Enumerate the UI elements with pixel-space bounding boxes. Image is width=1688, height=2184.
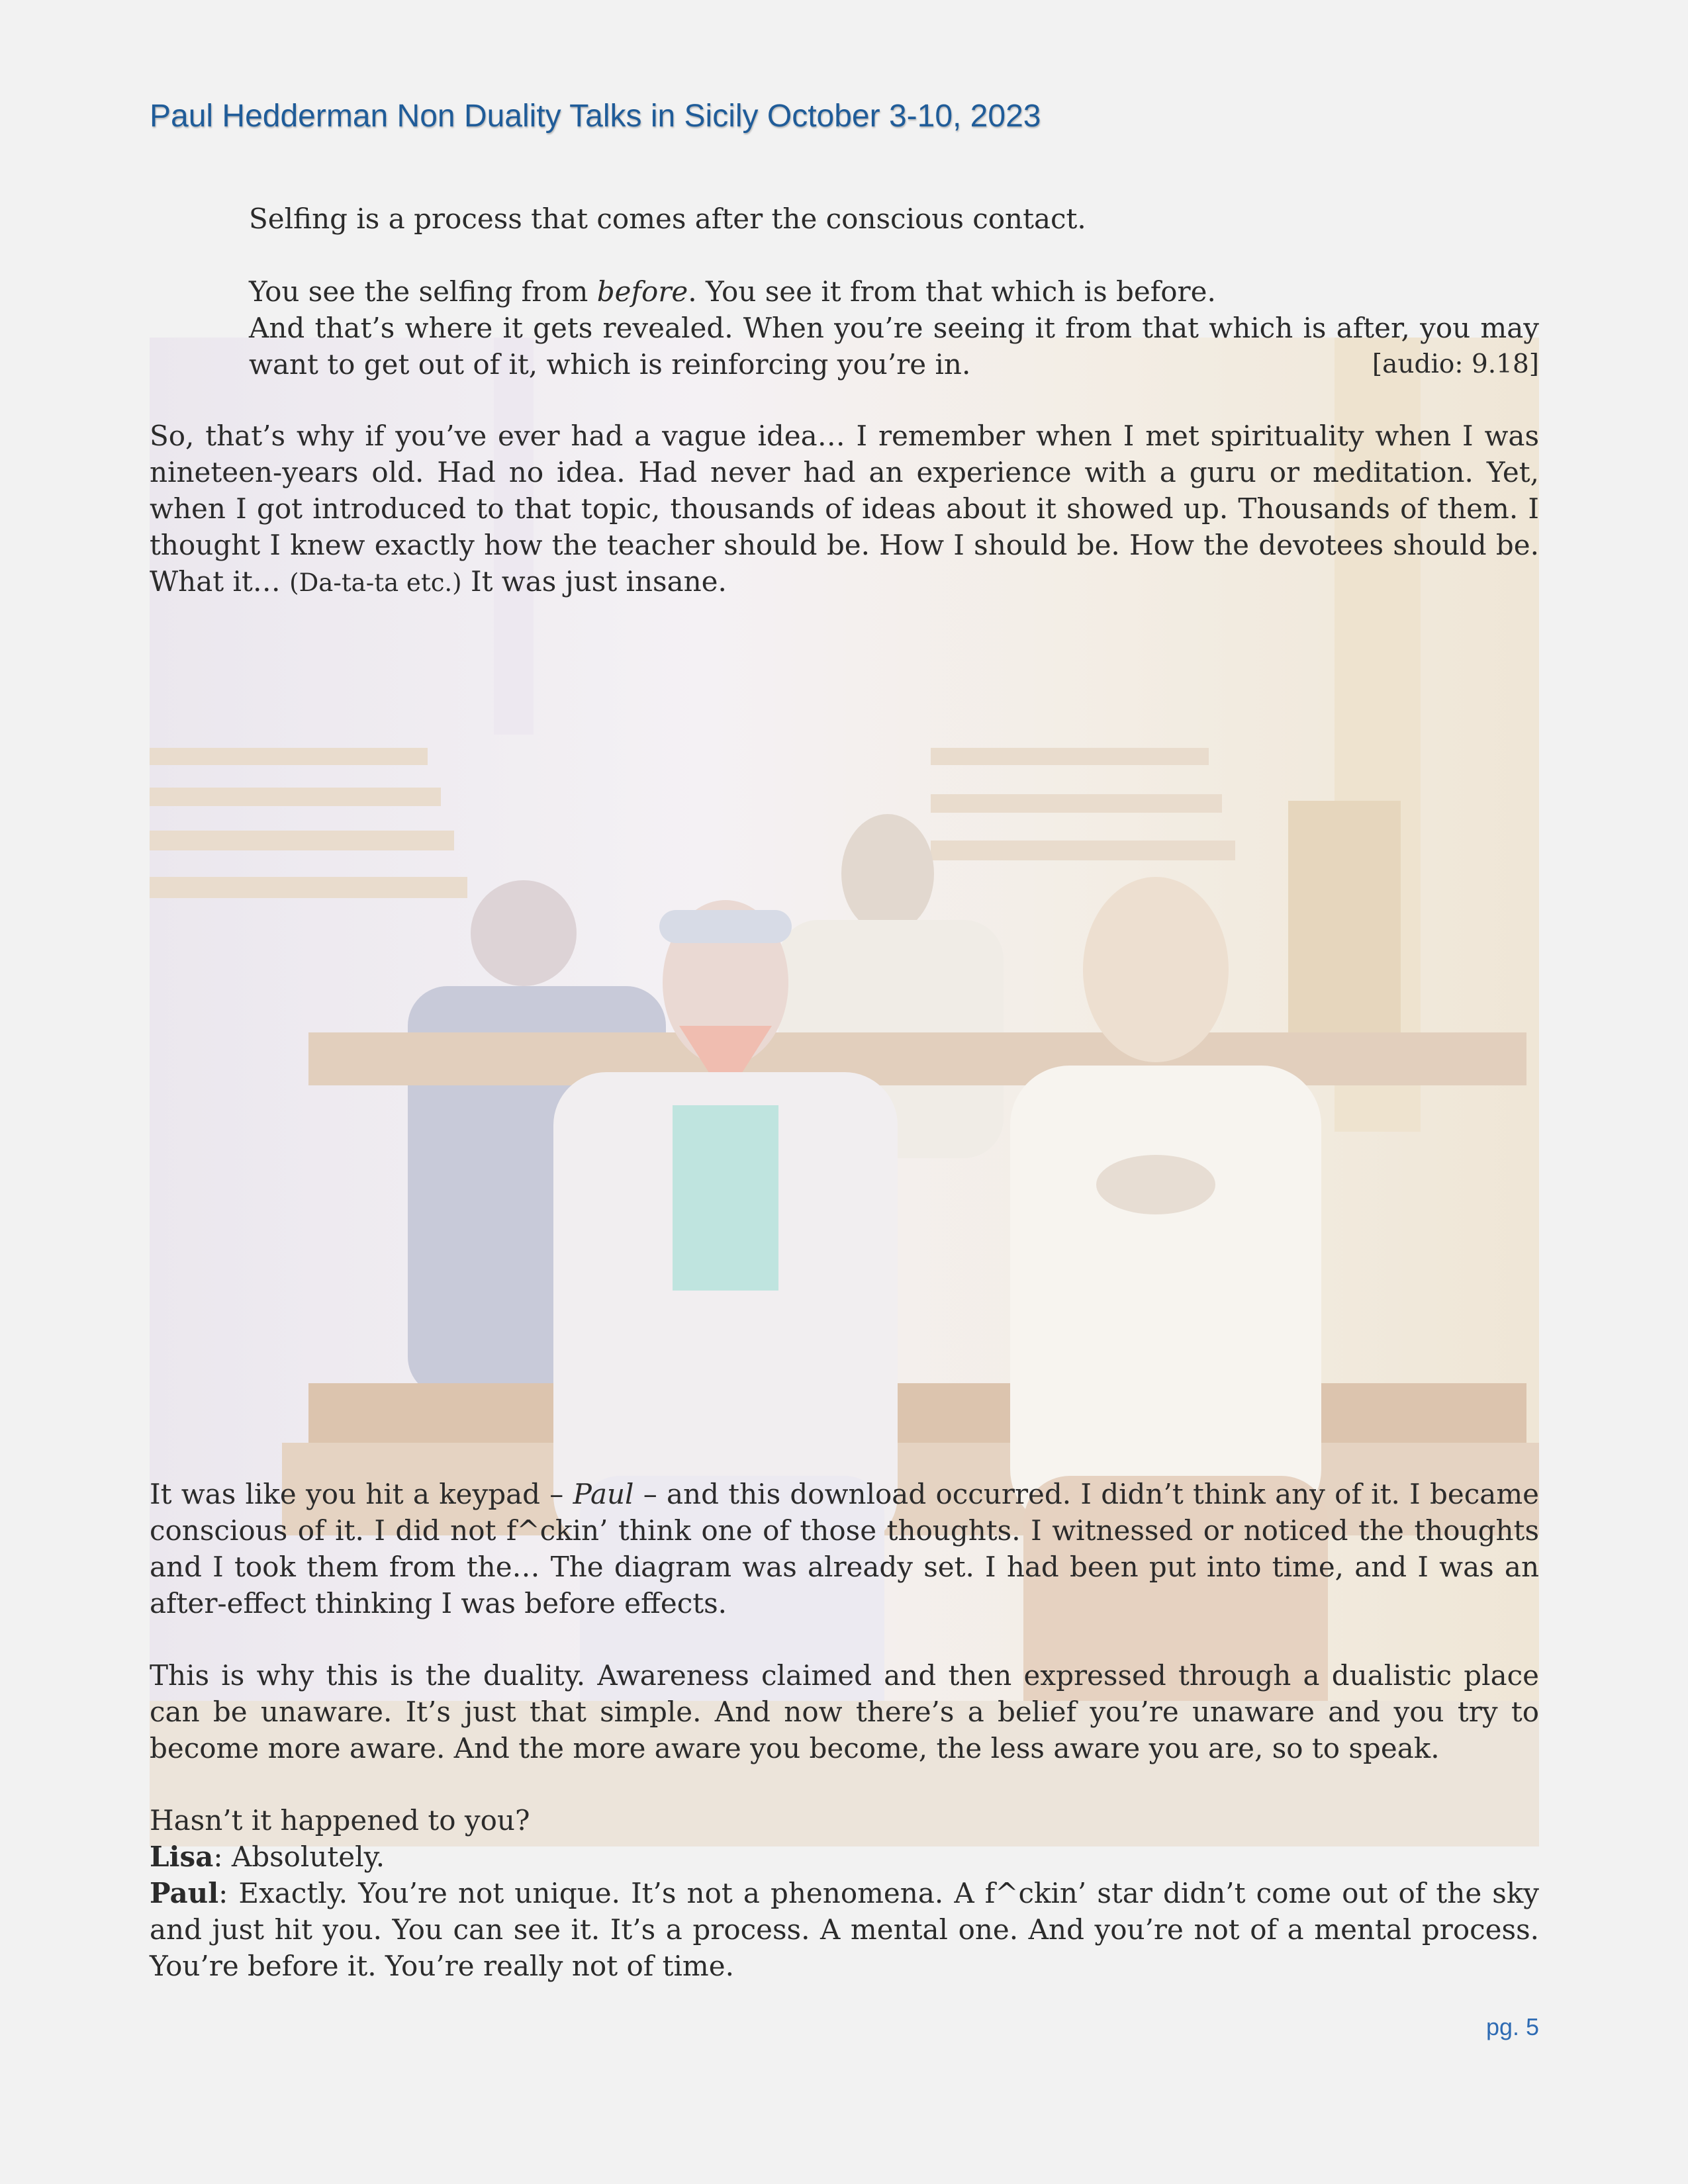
paragraph-keypad [150, 1476, 1539, 1621]
document-header-title: Paul Hedderman Non Duality Talks in Sicily October 3-10, 2023 [150, 99, 1041, 134]
revealed-text: And that’s where it gets revealed. When you’re seeing it from that which is after, you may want to get out of it, which is reinforcing you’re in. [249, 312, 1539, 381]
paragraph-spirituality [150, 418, 1539, 601]
paragraph-spirituality-end: It was just insane. [461, 565, 727, 598]
lisa-reply: : Absolutely. [213, 1841, 385, 1873]
paragraph-keypad-start: It was like you hit a keypad – [150, 1478, 573, 1510]
dialogue-paul [150, 1875, 1539, 1984]
paragraph-spirituality-text: So, that’s why if you’ve ever had a vague idea… I remember when I met spirituality when I was nineteen-years old. Had no idea. Had never had an experience with a guru or meditation. Yet, when I got introduced to that topic, thousands of ideas about it showed up. Thousands of them. I thought I knew exactly how the teacher should be. How I should be. How the devotees should be. What it… [150, 420, 1539, 598]
paragraph-keypad-name: Paul [573, 1478, 634, 1510]
before-line [249, 273, 1539, 310]
paragraph-duality-text: This is why this is the duality. Awareness claimed and then expressed through a dualistic place can be unaware. It’s just that simple. And now there’s a belief you’re unaware and you try to become more aware. And the more aware you become, the less aware you are, so to speak. [150, 1659, 1539, 1764]
paragraph-keypad-end: – and this download occurred. I didn’t think any of it. I became conscious of it. I did not f^ckin’ think one of those thoughts. I witnessed or noticed the thoughts and I took them from the… The diagram was already set. I had been put into time, and I was an after-effect thinking I was before effects. [150, 1478, 1540, 1619]
paragraph-duality [150, 1657, 1539, 1766]
before-line-end: . You see it from that which is before. [688, 275, 1216, 308]
before-emphasis: before [596, 275, 688, 308]
paul-reply: : Exactly. You’re not unique. It’s not a phenomena. A f^ckin’ star didn’t come out of the sky and just hit you. You can see it. It’s a process. A mental one. And you’re not of a mental process. You’re before it. You’re really not of time. [150, 1877, 1539, 1982]
speaker-lisa: Lisa [150, 1841, 214, 1873]
revealed-line [249, 310, 1539, 383]
selfing-line: Selfing is a process that comes after the conscious contact. [249, 203, 1086, 235]
dialogue-block [150, 1802, 1539, 1984]
page-number: pg. 5 [1486, 2013, 1540, 2040]
indented-quote-block [249, 201, 1539, 383]
audio-timestamp: [audio: 9.18] [1372, 349, 1539, 379]
paragraph-spirituality-aside: (Da-ta-ta etc.) [289, 569, 462, 597]
speaker-paul: Paul [150, 1877, 219, 1909]
before-line-start: You see the selfing from [249, 275, 597, 308]
dialogue-question: Hasn’t it happened to you? [150, 1804, 530, 1837]
dialogue-lisa [150, 1839, 1539, 1875]
